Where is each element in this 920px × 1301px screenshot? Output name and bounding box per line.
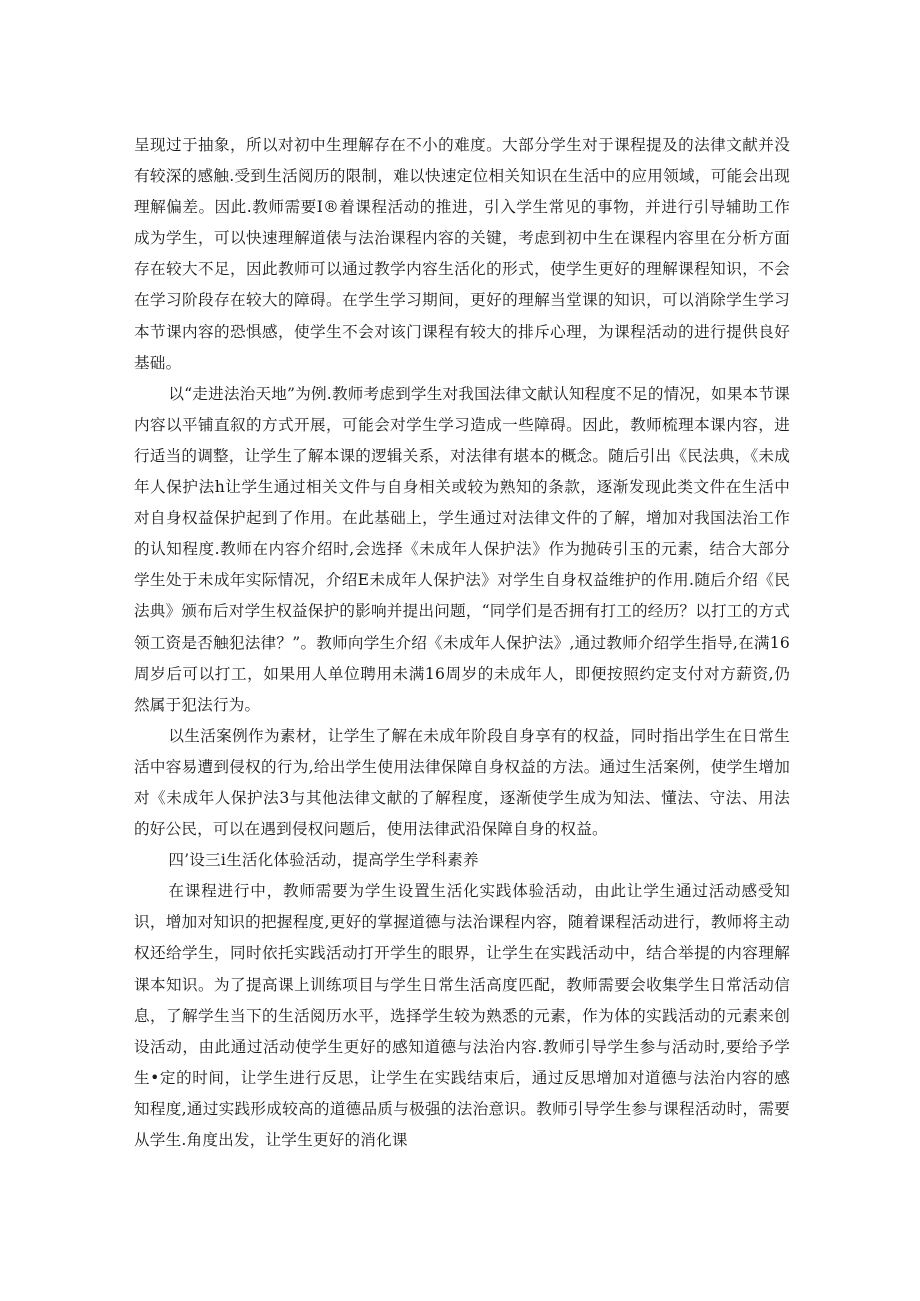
document-body — [134, 130, 790, 1156]
paragraph-2: 以“走进法治天地”为例.教师考虑到学生对我国法律文献认知程度不足的情况，如果本节课内容以平铺直叙的方式开展，可能会对学生学习造成一些障碍。因此，教师梳理本课内容，进行适当的调整，让学生了解本课的逻辑关系，对法律有堪本的概念。随后引出《民法典，《未成年人保护法h让学生通过相关文件与自身相关或较为熟知的条款，逐渐发现此类文件在生活中对自身权益保护起到了作用。在此基础上，学生通过对法律文件的了解，增加对我国法治工作的认知程度.教师在内容介绍时,会选择《未成年人保护法》作为抛砖引玉的元素，结合大部分学生处于未成年实际情况，介绍E未成年人保护法》对学生自身权益维护的作用.随后介绍《民法典》颁布后对学生权益保护的影响并提出问题，“同学们是否拥有打工的经历？以打工的方式领工资是否触犯法律？”。教师向学生介绍《未成年人保护法》,通过教师介绍学生指导,在满16周岁后可以打工，如果用人单位聘用未满16周岁的未成年人，即便按照约定支付对方薪资,仍然属于犯法行为。 — [134, 384, 790, 714]
section-heading: 四’设三i生活化体验活动，提高学生学科素养 — [168, 851, 479, 870]
paragraph-1: 呈现过于抽象，所以对初中生理解存在不小的难度。大部分学生对于课程提及的法律文献并没有较深的感触.受到生活阅历的限制，难以快速定位相关知识在生活中的应用领域，可能会出现理解偏差。因此.教师需要I®着课程活动的推进，引入学生常见的事物，并进行引导辅助工作成为学生，可以快速理解道俵与法治课程内容的关键，考虑到初中生在课程内容里在分析方面存在较大不足，因此教师可以通过教学内容生活化的形式，使学生更好的理解课程知识，不会在学习阶段存在较大的障碍。在学生学习期间，更好的理解当堂课的知识，可以消除学生学习本节课内容的恐惧感，使学生不会对该门课程有较大的排斥心理，为课程活动的进行提供良好基础。 — [134, 136, 790, 372]
paragraph-4: 在课程进行中，教师需要为学生设置生活化实践体验活动，由此让学生通过活动感受知识，增加对知识的把握程度,更好的掌握道德与法治课程内容，随着课程活动进行，教师将主动权还给学生，同时依托实践活动打开学生的眼界，让学生在实践活动中，结合举提的内容理解课本知识。为了提高课上训练项目与学生日常生活高度匹配，教师需要会收集学生日常活动信息，了解学生当下的生活阅历水平，选择学生较为熟悉的元素，作为体的实践活动的元素来创设活动，由此通过活动使学生更好的感知道德与法治内容.教师引导学生参与活动时,要给予学生•定的时间，让学生进行反思，让学生在实践结束后，通过反思增加对道德与法治内容的感知程度,通过实践形成较高的道德品质与极强的法治意识。教师引导学生参与课程活动时，需要从学生.角度出发，让学生更好的消化课 — [134, 882, 790, 1149]
paragraph-3: 以生活案例作为素材，让学生了解在未成年阶段自身享有的权益，同时指出学生在日常生活中容易遭到侵权的行为,给出学生使用法律保障自身权益的方法。通过生活案例，使学生增加对《未成年人保护法3与其他法律文献的了解程度，逐渐使学生成为知法、懂法、守法、用法的好公民，可以在遇到侵权问题后，使用法律武沿保障自身的权益。 — [134, 726, 790, 839]
